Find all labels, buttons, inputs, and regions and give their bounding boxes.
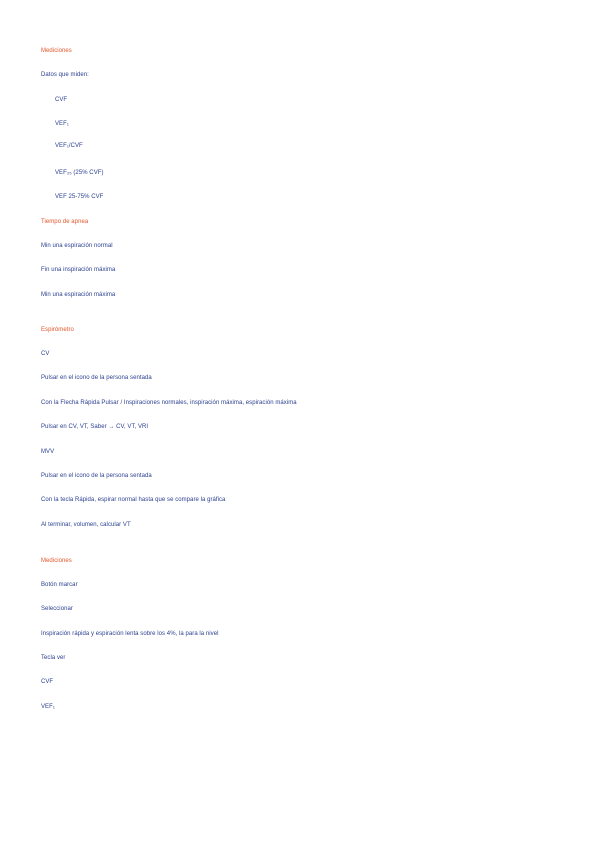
text-line: CVF: [55, 97, 68, 103]
text-line: Fin una inspiración máxima: [41, 267, 116, 273]
text-line: Datos que miden:: [41, 72, 89, 78]
text-line: Con la tecla Rápida, espirar normal hasta que se compare la gráfica: [41, 497, 226, 503]
text-line: Pulsar en el icono de la persona sentada: [41, 375, 152, 381]
text-line: Pulsar en CV, VT, Saber → CV, VT, VRI: [41, 424, 149, 430]
text-line: Pulsar en el icono de la persona sentada: [41, 473, 152, 479]
section-heading: Mediciones: [41, 558, 72, 564]
section-heading: Mediciones: [41, 48, 72, 54]
section-heading: Tiempo de apnea: [41, 219, 89, 225]
text-line: VEF₁: [41, 704, 55, 710]
text-line: Botón marcar: [41, 582, 78, 588]
text-line: CV: [41, 351, 50, 357]
text-line: CVF: [41, 679, 54, 685]
text-line: Seleccionar: [41, 606, 73, 612]
text-line: MVV: [41, 449, 55, 455]
text-line: VEF₂₅ (25% CVF): [55, 170, 104, 176]
text-line: Tecla ver: [41, 655, 66, 661]
text-line: VEF₁: [55, 121, 69, 127]
text-line: Min una espiración normal: [41, 243, 113, 249]
text-line: VEF 25-75% CVF: [55, 194, 104, 200]
text-line: Con la Flecha Rápida Pulsar / Inspiraciones normales, inspiración máxima, espiración máxima: [41, 400, 297, 406]
text-line: VEF₁/CVF: [55, 143, 83, 149]
text-line: Al terminar, volumen, calcular VT: [41, 522, 131, 528]
section-heading: Espirómetro: [41, 327, 74, 333]
text-line: Min una espiración máxima: [41, 292, 116, 298]
text-line: Inspiración rápida y espiración lenta sobre los 4%, la para la nivel: [41, 631, 219, 637]
